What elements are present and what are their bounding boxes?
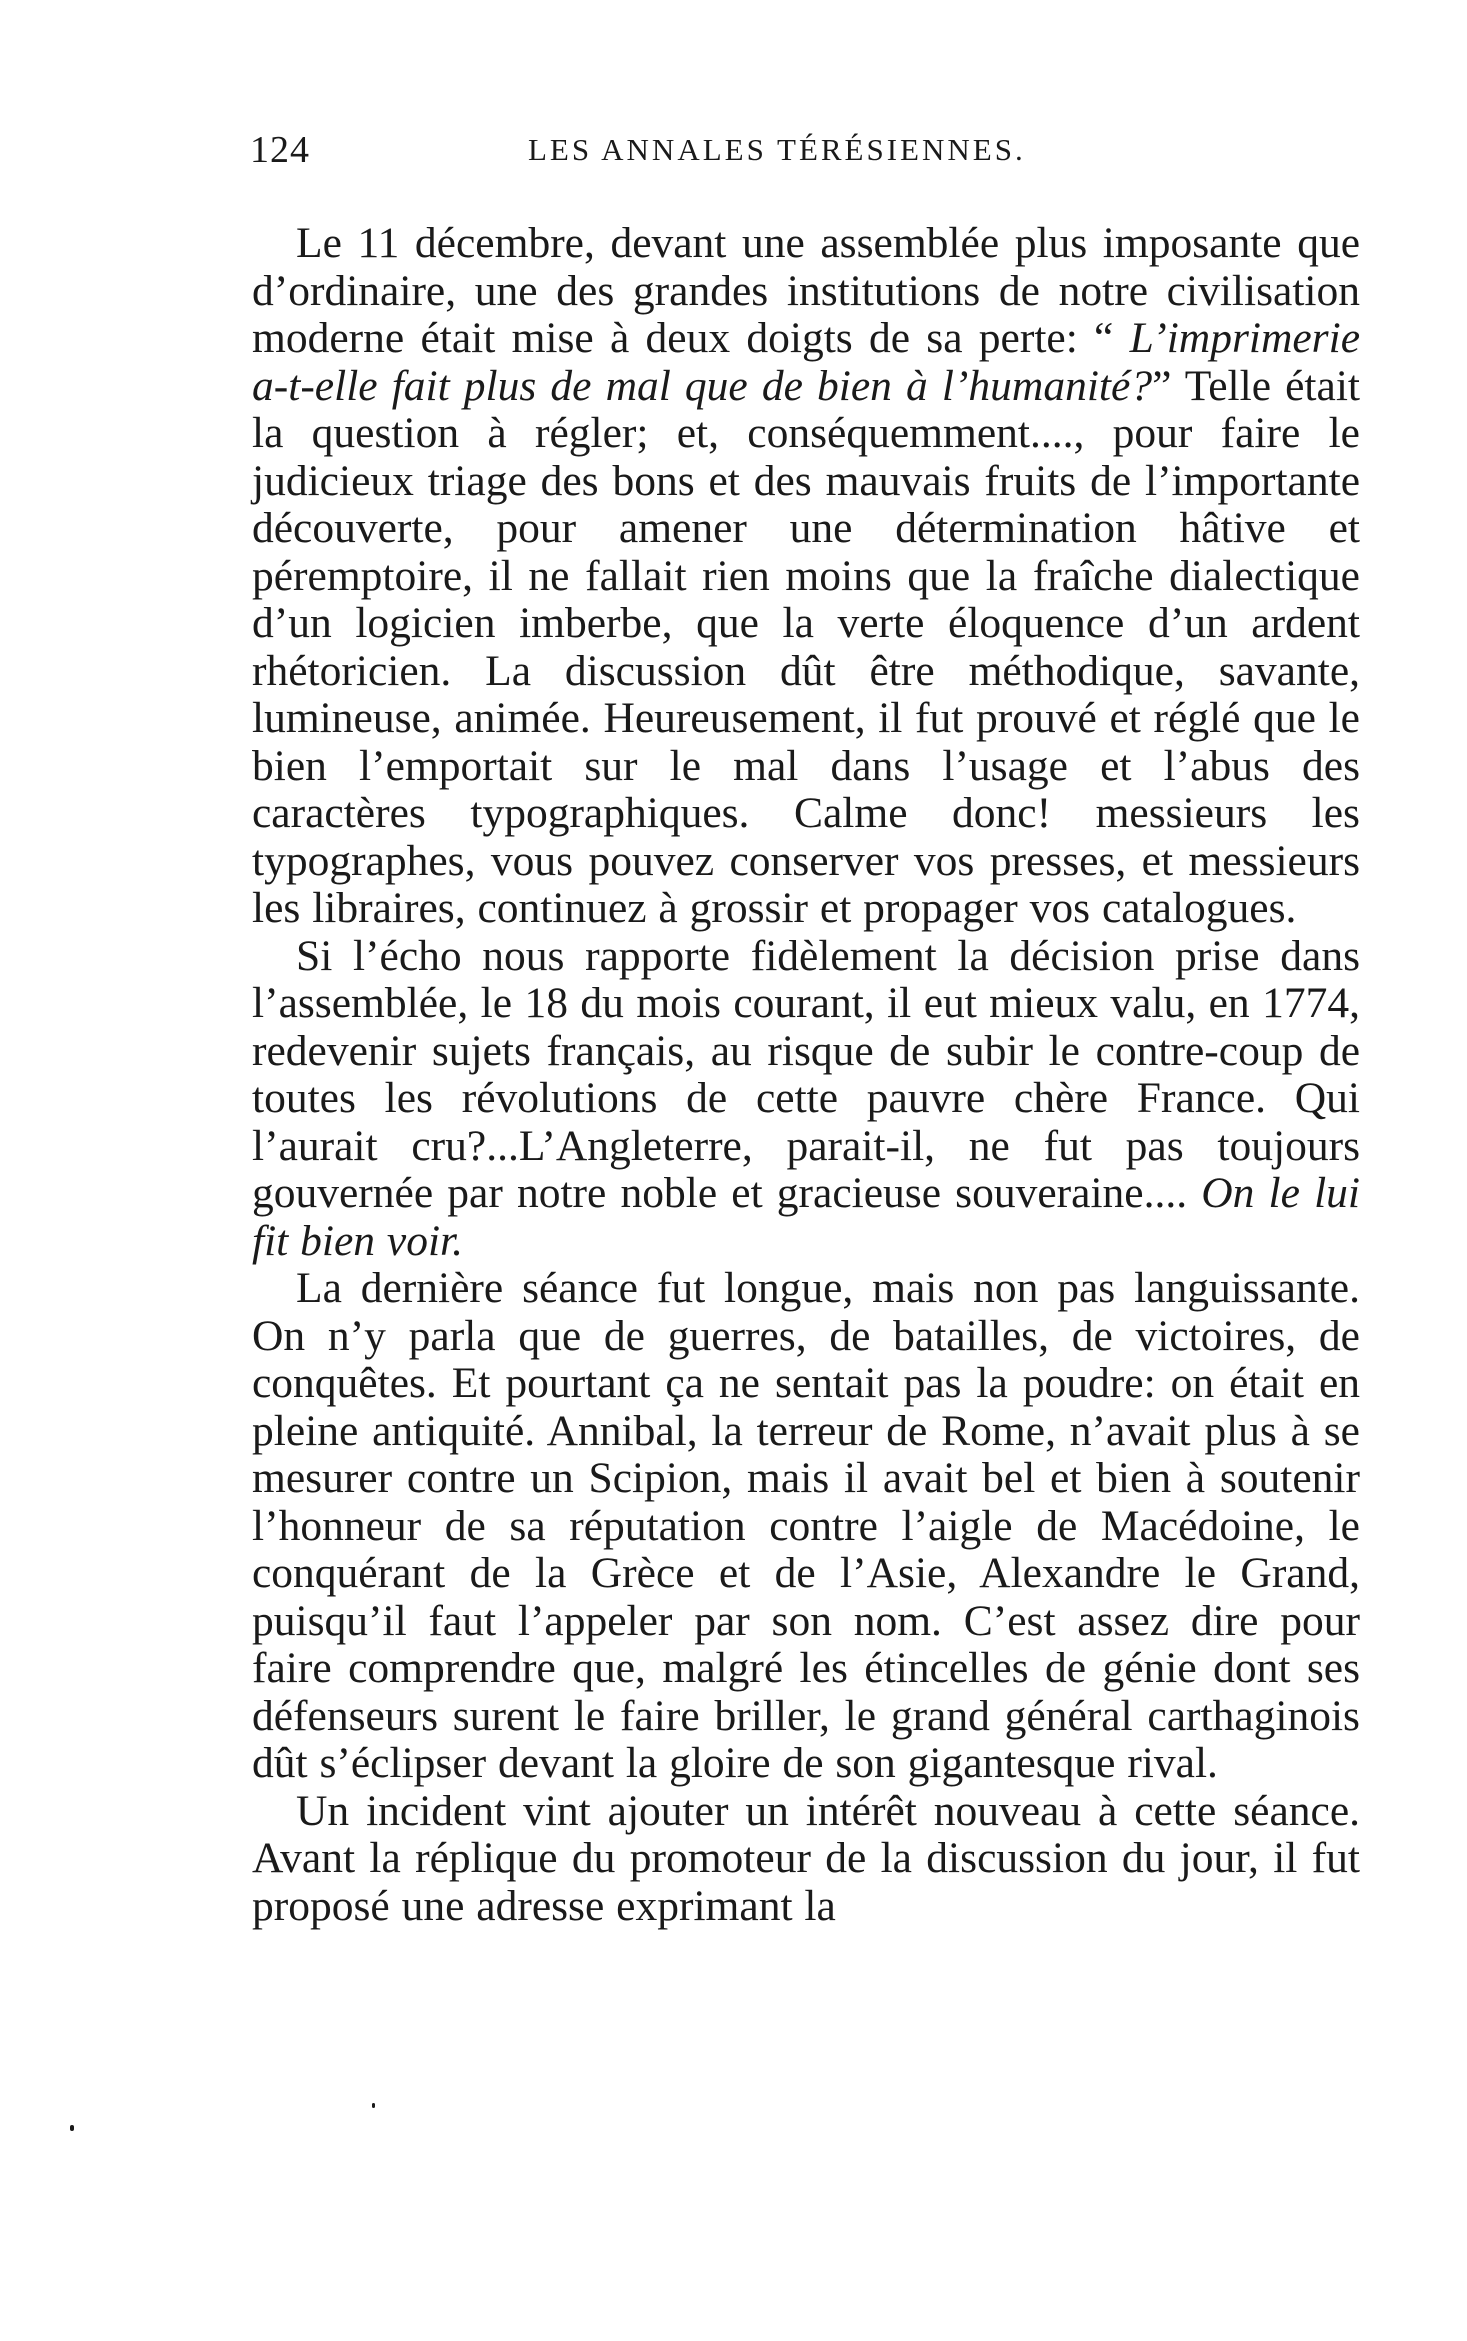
paragraph-3-text: La dernière séance fut longue, mais non pas languissante. On n’y parla que de guerres, de batailles, de victoires, de conquêtes. Et pourtant ça ne sentait pas la poudre: on était en pleine antiquité. Annibal, la terreur de Rome, n’avait plus à se mesurer contre un Scipion, mais il avait bel et bien à soutenir l’honneur de sa réputation contre l’aigle de Macédoine, le conquérant de la Grèce et de l’Asie, Alexandre le Grand, puisqu’il faut l’appeler par son nom. C’est assez dire pour faire comprendre que, malgré les étincelles de génie dont ses défenseurs surent le faire briller, le grand général carthaginois dût s’éclipser devant la gloire de son gigantesque rival. bbox=[252, 1264, 1360, 1787]
paragraph-2 bbox=[252, 933, 1360, 1266]
page-number: 124 bbox=[250, 129, 310, 171]
paragraph-1-italic-question: L’imprimerie a-t-elle fait plus de mal que de bien à l’humanité? bbox=[252, 314, 1360, 410]
page-header bbox=[250, 128, 1365, 178]
paragraph-1-text-end: ” Telle était la question à régler; et, conséquemment...., pour faire le judicieux triage des bons et des mauvais fruits de l’importante découverte, pour amener une détermination hâtive et péremptoire, il ne fallait rien moins que la fraîche dialectique d’un logicien imberbe, que la verte éloquence d’un ardent rhétoricien. La discussion dût être méthodique, savante, lumineuse, animée. Heureusement, il fut prouvé et réglé que le bien l’emportait sur le mal dans l’usage et l’abus des caractères typographiques. Calme donc! messieurs les typographes, vous pouvez conserver vos presses, et messieurs les libraires, continuez à grossir et propager vos catalogues. bbox=[252, 361, 1360, 932]
paragraph-4-text: Un incident vint ajouter un intérêt nouveau à cette séance. Avant la réplique du promoteur de la discussion du jour, il fut proposé une adresse exprimant la bbox=[252, 1786, 1360, 1930]
ink-speck bbox=[70, 2125, 74, 2131]
paragraph-1-text-start: Le 11 décembre, devant une assemblée plus imposante que d’ordinaire, une des grandes institutions de notre civilisation moderne était mise à deux doigts de sa perte: “ bbox=[252, 219, 1360, 362]
running-title: LES ANNALES TÉRÉSIENNES. bbox=[528, 132, 1026, 167]
paragraph-4 bbox=[252, 1788, 1360, 1931]
paragraph-2-text-start: Si l’écho nous rapporte fidèlement la décision prise dans l’assemblée, le 18 du mois courant, il eut mieux valu, en 1774, redevenir sujets français, au risque de subir le contre-coup de toutes les révolutions de cette pauvre chère France. Qui l’aurait cru?...L’Angleterre, parait-il, ne fut pas toujours gouvernée par notre noble et gracieuse souveraine.... bbox=[252, 931, 1360, 1217]
paragraph-1 bbox=[252, 220, 1360, 933]
body-text bbox=[252, 220, 1360, 1930]
paragraph-3 bbox=[252, 1265, 1360, 1788]
ink-speck bbox=[372, 2103, 375, 2108]
paragraph-2-italic-remark: On le lui fit bien voir. bbox=[252, 1169, 1360, 1265]
